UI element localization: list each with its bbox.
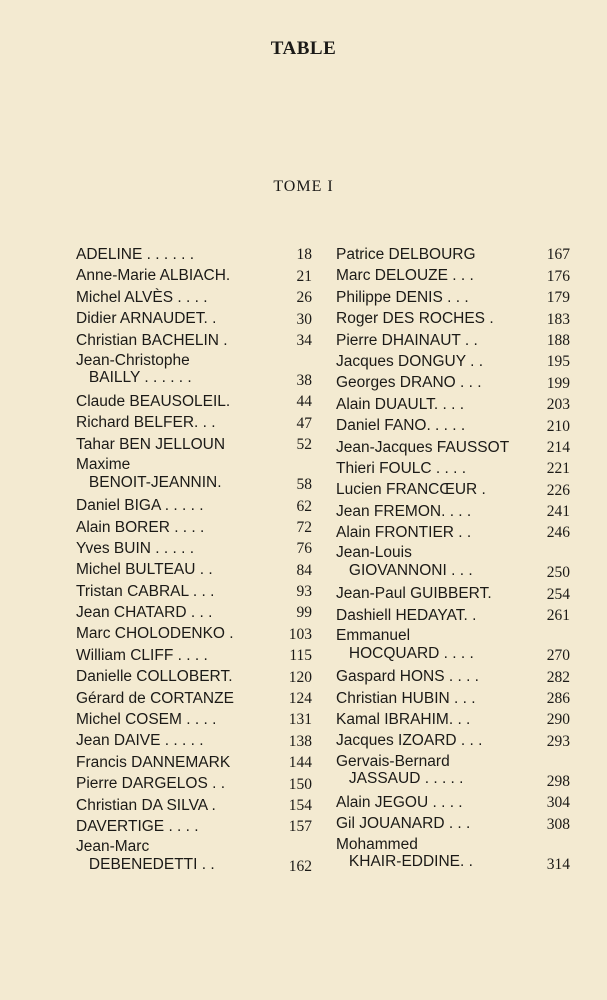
toc-entry [336, 583, 570, 604]
page-number: 99 [296, 604, 312, 622]
toc-entry [76, 351, 312, 391]
toc-entry [76, 602, 312, 623]
author-name: Patrice DELBOURG [336, 246, 476, 263]
toc-entry [76, 412, 312, 433]
author-name: Alain FRONTIER . . [336, 524, 472, 542]
toc-entry [76, 308, 312, 329]
author-name: Alain BORER . . . . [76, 518, 205, 536]
author-name: Thieri FOULC . . . . [336, 459, 467, 477]
volume-heading: TOME I [273, 178, 334, 195]
toc-entry [76, 455, 312, 495]
page-number: 30 [296, 310, 312, 328]
page-number: 254 [546, 585, 570, 603]
author-name: Roger DES ROCHES . [336, 310, 494, 328]
page-number: 304 [546, 794, 570, 812]
toc-entry [336, 308, 570, 329]
toc-entry [336, 792, 570, 813]
author-name: Jean FREMON. . . . [336, 502, 472, 520]
author-name: Yves BUIN . . . . . [76, 539, 195, 557]
toc-entry [336, 543, 570, 583]
author-name: Alain DUAULT. . . . [336, 395, 465, 413]
author-name: Richard BELFER. . . [76, 414, 216, 432]
page-number: 162 [288, 858, 312, 876]
page-number: 44 [296, 393, 312, 411]
author-name: Georges DRANO . . . [336, 374, 482, 392]
toc-entry [76, 623, 312, 644]
toc-entry [76, 666, 312, 687]
author-name: Philippe DENIS . . . [336, 288, 469, 306]
author-name: Michel BULTEAU . . [76, 561, 213, 579]
author-name: Emmanuel HOCQUARD . . . . [336, 627, 474, 662]
page-number: 308 [546, 815, 570, 833]
page-number: 167 [546, 246, 570, 264]
page-number: 93 [296, 583, 312, 601]
page-number: 261 [546, 607, 570, 625]
author-name: Tristan CABRAL . . . [76, 582, 215, 600]
page-title: TABLE [270, 38, 337, 59]
toc-entry [336, 666, 570, 687]
toc-entry [336, 709, 570, 730]
toc-entry [76, 265, 312, 286]
toc-entry [76, 517, 312, 538]
toc-entry [76, 538, 312, 559]
page-number: 154 [288, 796, 312, 814]
page-number: 203 [546, 396, 570, 414]
page-number: 176 [546, 267, 570, 285]
page-number: 26 [296, 289, 312, 307]
author-name: Jean DAIVE . . . . . [76, 732, 204, 750]
page-number: 47 [296, 414, 312, 432]
page-number: 199 [546, 374, 570, 392]
toc-entry [336, 394, 570, 415]
page-number: 250 [546, 564, 570, 582]
author-name: Dashiell HEDAYAT. . [336, 606, 477, 624]
author-name: William CLIFF . . . . [76, 646, 208, 664]
page-number: 210 [546, 417, 570, 435]
author-name: Jean CHATARD . . . [76, 604, 213, 622]
author-name: Marc DELOUZE . . . [336, 267, 474, 285]
toc-entry [336, 372, 570, 393]
author-name: Jacques IZOARD . . . [336, 732, 483, 750]
author-name: Pierre DARGELOS . . [76, 775, 226, 793]
page-number: 214 [546, 438, 570, 456]
toc-entry [76, 434, 312, 455]
author-name: Daniel FANO. . . . . [336, 417, 466, 435]
toc-entry [336, 458, 570, 479]
toc-entry [336, 501, 570, 522]
page-number: 195 [546, 353, 570, 371]
page-number: 144 [288, 754, 312, 772]
author-name: Christian HUBIN . . . [336, 689, 476, 707]
author-name: Jean-Louis GIOVANNONI . . . [336, 544, 473, 579]
author-name: Jacques DONGUY . . [336, 352, 484, 370]
page-number: 293 [546, 732, 570, 750]
toc-entry [336, 415, 570, 436]
author-name: ADELINE . . . . . . [76, 246, 195, 263]
page-number: 138 [288, 732, 312, 750]
author-name: Michel ALVÈS . . . . [76, 288, 208, 306]
page-number: 226 [546, 481, 570, 499]
page-number: 270 [546, 647, 570, 665]
toc-entry [76, 645, 312, 666]
toc-entry [76, 773, 312, 794]
toc-entry [336, 688, 570, 709]
author-name: Marc CHOLODENKO . [76, 625, 234, 643]
toc-entry [336, 626, 570, 666]
toc-entry [76, 495, 312, 516]
page-number: 241 [546, 503, 570, 521]
toc-entry [336, 351, 570, 372]
toc-entry [336, 265, 570, 286]
page-number: 286 [546, 690, 570, 708]
page-number: 282 [546, 668, 570, 686]
toc-entry [76, 391, 312, 412]
author-name: Jean-Marc DEBENEDETTI . . [76, 838, 215, 873]
page-number: 150 [288, 775, 312, 793]
author-name: Gaspard HONS . . . . [336, 668, 479, 686]
toc-entry [76, 816, 312, 837]
author-name: Alain JEGOU . . . . [336, 793, 463, 811]
toc-entry [76, 837, 312, 877]
author-name: Michel COSEM . . . . [76, 711, 217, 729]
toc-entry [336, 813, 570, 834]
page-number: 76 [296, 540, 312, 558]
author-name: Gil JOUANARD . . . [336, 815, 471, 833]
toc-entry [336, 244, 570, 265]
contents-column-right [336, 244, 570, 875]
toc-entry [76, 287, 312, 308]
page-number: 221 [546, 460, 570, 478]
toc-entry [76, 688, 312, 709]
page-number: 103 [288, 625, 312, 643]
author-name: Claude BEAUSOLEIL. [76, 392, 231, 410]
author-name: Danielle COLLOBERT. [76, 668, 233, 686]
toc-entry [76, 730, 312, 751]
toc-entry [76, 709, 312, 730]
page-number: 290 [546, 711, 570, 729]
author-name: Jean-Paul GUIBBERT. [336, 585, 492, 603]
toc-entry [336, 835, 570, 875]
page-number: 18 [296, 246, 312, 264]
author-name: Gérard de CORTANZE [76, 689, 234, 707]
toc-entry [336, 479, 570, 500]
page-number: 84 [296, 561, 312, 579]
author-name: Pierre DHAINAUT . . [336, 331, 478, 349]
toc-entry [76, 752, 312, 773]
page-number: 34 [296, 331, 312, 349]
toc-entry [336, 730, 570, 751]
author-name: Daniel BIGA . . . . . [76, 497, 204, 515]
page-number: 62 [296, 497, 312, 515]
page-number: 124 [288, 690, 312, 708]
author-name: Lucien FRANCŒUR . [336, 481, 486, 499]
page-number: 58 [296, 476, 312, 494]
author-name: Mohammed KHAIR-EDDINE. . [336, 835, 473, 871]
toc-entry [336, 522, 570, 543]
page-number: 157 [288, 818, 312, 836]
author-name: Jean-Christophe BAILLY . . . . . . [76, 351, 192, 387]
page-number: 188 [546, 331, 570, 349]
page-number: 115 [289, 647, 312, 665]
author-name: Didier ARNAUDET. . [76, 310, 217, 328]
author-name: Jean-Jacques FAUSSOT [336, 438, 510, 456]
toc-entry [76, 244, 312, 265]
page-number: 38 [296, 371, 312, 389]
toc-entry [76, 330, 312, 351]
author-name: Anne-Marie ALBIACH. [76, 267, 231, 285]
toc-entry [76, 581, 312, 602]
page-number: 298 [546, 772, 570, 790]
page-number: 120 [288, 668, 312, 686]
contents-column-left [76, 244, 312, 877]
page-number: 183 [546, 310, 570, 328]
page-number: 246 [546, 524, 570, 542]
author-name: Christian BACHELIN . [76, 331, 228, 349]
author-name: Francis DANNEMARK [76, 753, 231, 771]
toc-entry [76, 559, 312, 580]
toc-entry [336, 287, 570, 308]
toc-entry [336, 330, 570, 351]
author-name: Maxime BENOIT-JEANNIN. [76, 456, 222, 491]
page-number: 72 [296, 518, 312, 536]
toc-entry [336, 437, 570, 458]
author-name: DAVERTIGE . . . . [76, 817, 199, 835]
page-number: 131 [288, 711, 312, 729]
author-name: Christian DA SILVA . [76, 796, 216, 814]
author-name: Gervais-Bernard JASSAUD . . . . . [336, 752, 464, 788]
page-number: 21 [296, 267, 312, 285]
toc-entry [336, 752, 570, 792]
author-name: Kamal IBRAHIM. . . [336, 711, 471, 729]
toc-entry [336, 605, 570, 626]
page-number: 52 [296, 436, 312, 454]
page-number: 314 [546, 855, 570, 873]
page-number: 179 [546, 289, 570, 307]
author-name: Tahar BEN JELLOUN [76, 435, 226, 453]
toc-entry [76, 795, 312, 816]
